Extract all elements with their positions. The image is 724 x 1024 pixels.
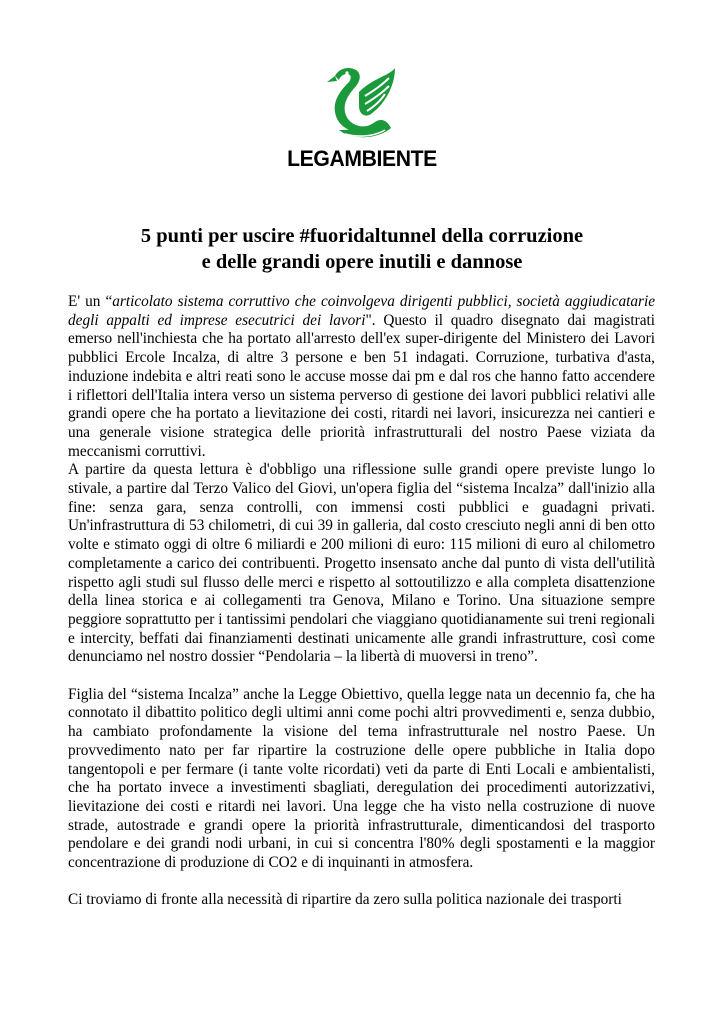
document-body [68, 293, 655, 910]
paragraph-3: Figlia del “sistema Incalza” anche la Legge Obiettivo, quella legge nata un decennio fa, che ha connotato il dibattito politico degli ultimi anni come pochi altri provvedimenti e, senza dubbio, ha cambiato profondamente la visione del tema infrastrutturale nel nostro Paese. Un provvedimento nato per far ripartire la costruzione delle opere pubbliche in Italia dopo tangentopoli e per fermare (i tante volte ricordati) veti da parte di Enti Locali e ambientalisti, che ha portato invece a investimenti sbagliati, deregulation dei procedimenti autorizzativi, lievitazione dei costi e ritardi nei lavori. Una legge che ha visto nella costruzione di nuove strade, autostrade e grandi opere la priorità infrastrutturale, dimenticandosi del trasporto pendolare e dei grandi nodi urbani, in cui si concentra l'80% degli spostamenti e la maggior concentrazione di produzione di CO2 e di inquinanti in atmosfera. [68, 685, 655, 872]
paragraph-1-rest: ". Questo il quadro disegnato dai magistrati emerso nell'inchiesta che ha portato all'arresto dell'ex super-dirigente del Ministero dei Lavori pubblici Ercole Incalza, di altre 3 persone e ben 51 indagati. Corruzione, turbativa d'asta, induzione indebita e altri reati sono le accuse mosse dai pm e dal ros che hanno fatto accendere i riflettori dell'Italia intera verso un sistema perverso di gestione dei lavori pubblici relativi alle grandi opere che ha portato a lievitazione dei costi, ritardi nei lavori, insicurezza nei cantieri e una generale visione strategica delle priorità infrastrutturali del nostro Paese viziata da meccanismi corruttivi. [68, 311, 655, 460]
title-line-1: 5 punti per uscire #fuoridaltunnel della corruzione [140, 225, 584, 247]
title-line-2: e delle grandi opere inutili e dannose [201, 251, 523, 273]
logo-wordmark: LEGAMBIENTE [287, 146, 437, 171]
paragraph-1-quote: articolato sistema corruttivo che coinvolgeva dirigenti pubblici, società aggiudicatarie degli appalti ed imprese esecutrici dei lavori [68, 293, 655, 329]
swan-icon [325, 62, 399, 140]
legambiente-logo [275, 62, 449, 174]
document-title [40, 223, 684, 275]
paragraph-4: Ci troviamo di fronte alla necessità di ripartire da zero sulla politica nazionale dei trasporti [68, 891, 622, 909]
paragraph-1 [68, 293, 655, 461]
paragraph-1-lead: E' un “ [68, 293, 113, 310]
paragraph-2: A partire da questa lettura è d'obbligo una riflessione sulle grandi opere previste lungo lo stivale, a partire dal Terzo Valico del Giovi, un'opera figlia del “sistema Incalza” dall'inizio alla fine: senza gara, senza controlli, con immensi costi pubblici e guadagni privati. Un'infrastruttura di 53 chilometri, di cui 39 in galleria, dal costo cresciuto negli anni di ben otto volte e stimato oggi di oltre 6 miliardi e 200 milioni di euro: 115 milioni di euro al chilometro completamente a carico dei contribuenti. Progetto insensato anche dal punto di vista dell'utilità rispetto agli studi sul flusso delle merci e rispetto al sottoutilizzo e alla completa disattenzione della linea storica e ai collegamenti tra Genova, Milano e Torino. Una situazione sempre peggiore soprattutto per i tantissimi pendolari che viaggiano quotidianamente sui treni regionali e intercity, beffati dai finanziamenti destinati unicamente alle grandi infrastrutture, così come denunciamo nel nostro dossier “Pendolaria – la libertà di muoversi in treno”. [68, 461, 655, 666]
